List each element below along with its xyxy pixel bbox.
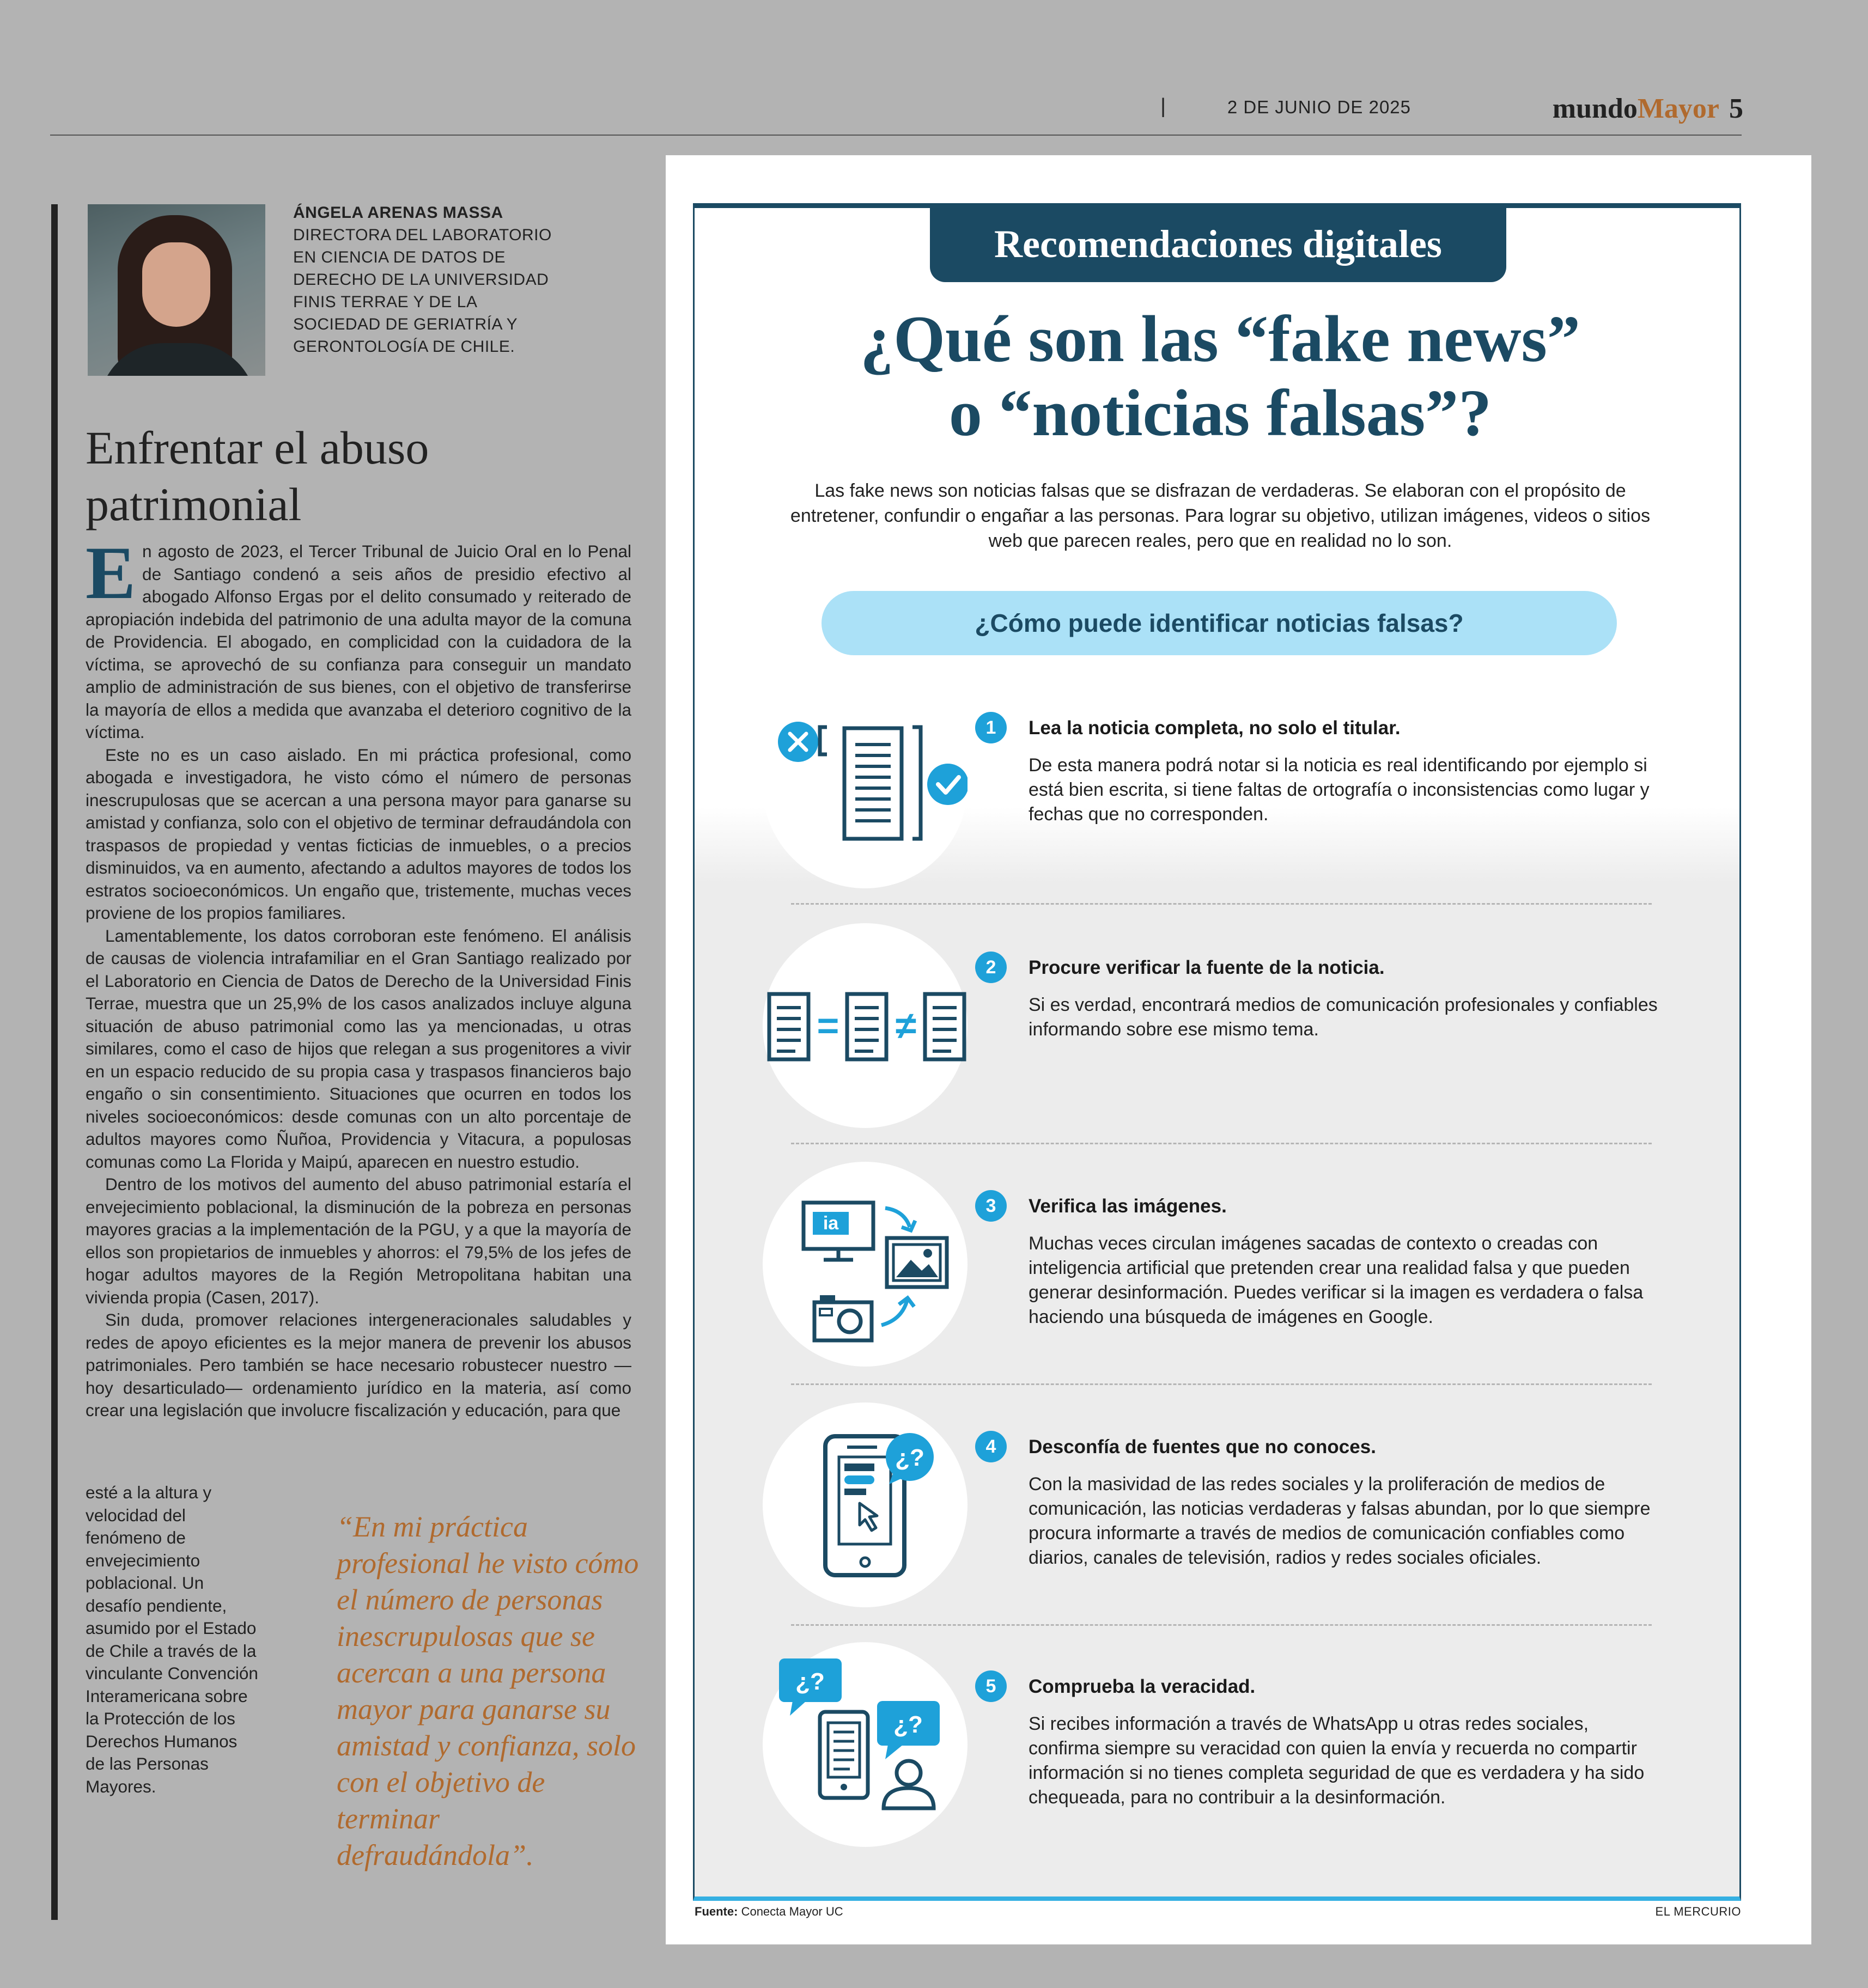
step-icon-circle (763, 684, 968, 888)
title-line: ¿Qué son las “fake news” (860, 302, 1580, 376)
equals-sign: = (817, 1004, 839, 1047)
pull-quote: “En mi práctica profesional he visto cómo el número de personas inescrupulosas que se acercan a una persona mayor para ganarse su amistad y confianza, solo con el objetivo de terminar defraudándola”. (337, 1510, 639, 1871)
author-title-line: GERONTOLOGÍA DE CHILE. (293, 338, 515, 356)
step-number: 5 (975, 1670, 1007, 1702)
title-line: o “noticias falsas”? (948, 376, 1492, 450)
step-title: Verifica las imágenes. (1029, 1196, 1227, 1217)
banner-label: Recomendaciones digitales (994, 222, 1442, 266)
step-divider (791, 1383, 1652, 1385)
question-pill: ¿Cómo puede identificar noticias falsas? (822, 591, 1617, 655)
step-description: De esta manera podrá notar si la noticia es real identificando por ejemplo si está bien escrita, si tiene faltas de ortografía o inconsistencias como lugar y fechas que no corresponden. (1029, 755, 1650, 825)
drop-cap: E (86, 531, 136, 614)
brand-part2: Mayor (1637, 93, 1719, 124)
question-label: ¿? (795, 1668, 825, 1695)
author-title-line: FINIS TERRAE Y DE LA (293, 293, 478, 311)
article-body (86, 531, 631, 1422)
step-divider (791, 1143, 1652, 1144)
step-icon-circle (763, 1162, 968, 1367)
article-paragraph: En agosto de 2023, el Tercer Tribunal de Juicio Oral en lo Penal de Santiago condenó a seis años de presidio efectivo al abogado Alfonso Ergas por el delito consumado y reiterado de apropiación indebida del patrimonio de una adulta mayor de la comuna de Providencia. El abogado, en complicidad con la cuidadora de la víctima, se aprovechó de su confianza para conseguir un mandato amplio de administración de sus bienes, con el objetivo de transferirse la mayoría de ellos a medida que avanzaba el deterioro cognitivo de la víctima. (86, 531, 631, 742)
author-byline (293, 202, 565, 358)
author-title-line: DIRECTORA DEL LABORATORIO (293, 226, 552, 244)
images-ai-icon (763, 1162, 968, 1367)
step-title: Procure verificar la fuente de la noticia. (1029, 957, 1385, 978)
step-divider (791, 903, 1652, 905)
step-5 (763, 1642, 1678, 1849)
brand-part1: mundo (1552, 93, 1638, 124)
column-accent-bar (51, 204, 58, 1920)
article-paragraph: Este no es un caso aislado. En mi práctica profesional, como abogada e investigadora, he visto cómo el número de personas inescrupulosas que se acercan a una persona mayor para ganarse su amistad y confianza, solo con el objetivo de terminar defraudándola con traspasos de propiedad y ventas ficticias de inmuebles, o a precios disminuidos, va en aumento, afectando a adultos mayores de todos los estratos socioeconómicos. Un engaño que, tristemente, muchas veces proviene de los propios familiares. (86, 745, 631, 923)
author-name: ÁNGELA ARENAS MASSA (293, 204, 503, 222)
author-photo (88, 204, 265, 376)
phone-question-icon (763, 1402, 968, 1607)
question-label: ¿? (893, 1711, 923, 1738)
chat-question-icon (763, 1642, 968, 1847)
infographic-banner (930, 203, 1506, 282)
step-1 (763, 684, 1678, 891)
article-paragraph: Lamentablemente, los datos corroboran este fenómeno. El análisis de causas de violencia intrafamiliar en el Gran Santiago realizado por el Laboratorio en Ciencia de Datos de Derecho de la Universidad Finis Terrae, muestra que un 25,9% de los casos analizados incluye alguna situación de abuso patrimonial como las ya mencionadas, u otras similares, como el caso de hijos que relegan a sus progenitores a vivir en un espacio reducido de su propia casa y traspasos financieros bajo engaño o sin consentimiento. Situaciones que ocurren en todos los niveles socioeconómicos: desde comunas con un alto porcentaje de adultos mayores como Ñuñoa, Providencia y Vitacura, a populosas comunas como La Florida y Maipú, aparecen en nuestro estudio. (86, 925, 631, 1172)
step-title: Desconfía de fuentes que no conoces. (1029, 1436, 1376, 1458)
compare-documents-icon (763, 923, 968, 1128)
credit-label: EL MERCURIO (1655, 1905, 1741, 1918)
header-separator: | (1160, 95, 1166, 118)
page-number: 5 (1729, 93, 1743, 124)
source-note (695, 1905, 843, 1919)
source-label: Fuente: (695, 1905, 738, 1918)
step-description: Con la masividad de las redes sociales y la proliferación de medios de comunicación, las noticias verdaderas y falsas abundan, por lo que siempre procura informarte a través de medios de comunicación confiables como diarios, canales de televisión, radios y redes sociales oficiales. (1029, 1474, 1651, 1568)
not-equals-sign: ≠ (895, 1004, 917, 1047)
document-check-icon (763, 684, 968, 888)
step-description: Si recibes información a través de WhatsApp u otras redes sociales, confirma siempre su veracidad con quien la envía y recuerda no compartir información si no tienes completa seguridad de que es verdadera y ha sido chequeada, para no contribuir a la desinformación. (1029, 1713, 1645, 1808)
author-title-line: SOCIEDAD DE GERIATRÍA Y (293, 315, 518, 333)
page-header (0, 93, 1743, 125)
step-number: 2 (975, 952, 1007, 983)
step-description: Si es verdad, encontrará medios de comunicación profesionales y confiables informando sobre ese mismo tema. (1029, 995, 1658, 1040)
brand-logo (1553, 93, 1743, 125)
step-title: Comprueba la veracidad. (1029, 1676, 1256, 1697)
step-number: 3 (975, 1190, 1007, 1222)
infographic-title (763, 302, 1678, 450)
article-paragraph: Dentro de los motivos del aumento del abuso patrimonial estaría el envejecimiento poblacional, la disminución de la pobreza en personas mayores gracias a la implementación de la PGU, y a que la mayoría de ellos son propietarios de inmuebles y ahorros: el 79,5% de los jefes de hogar adultos mayores de la Región Metropolitana habitan una vivienda propia (Casen, 2017). (86, 1174, 631, 1307)
step-title: Lea la noticia completa, no solo el titular. (1029, 717, 1401, 739)
step-icon-circle (763, 1402, 968, 1607)
ai-label: ia (823, 1213, 839, 1234)
step-icon-circle (763, 923, 968, 1128)
header-date: 2 DE JUNIO DE 2025 (1227, 97, 1411, 117)
step-number: 1 (975, 712, 1007, 743)
article-paragraph: Sin duda, promover relaciones intergeneracionales saludables y redes de apoyo eficientes es la mejor manera de prevenir los abusos patrimoniales. Pero también se hace necesario robustecer nuestro —hoy desarticulado— ordenamiento jurídico en la materia, así como crear una legislación que involucre fiscalización y educación, para que (86, 1310, 631, 1420)
header-rule (50, 135, 1742, 136)
step-3 (763, 1162, 1678, 1369)
author-title-line: DERECHO DE LA UNIVERSIDAD (293, 271, 549, 289)
step-2 (763, 923, 1678, 1130)
article-headline: Enfrentar el abuso patrimonial (86, 422, 429, 530)
article-paragraph-end: esté a la altura y velocidad del fenómeno de envejecimiento poblacional. Un desafío pendiente, asumido por el Estado de Chile a través de la vinculante Convención Interamericana sobre la Protección de los Derechos Humanos de las Personas Mayores. (86, 1483, 258, 1796)
step-4 (763, 1402, 1678, 1609)
step-number: 4 (975, 1431, 1007, 1462)
question-label: ¿? (895, 1444, 924, 1471)
step-description: Muchas veces circulan imágenes sacadas de contexto o creadas con inteligencia artificial que pretenden crear una realidad falsa y que pueden generar desinformación. Puedes verificar si la imagen es verdadera o falsa haciendo una búsqueda de imágenes en Google. (1029, 1233, 1644, 1327)
source-value: Conecta Mayor UC (741, 1905, 843, 1918)
step-divider (791, 1624, 1652, 1626)
step-icon-circle (763, 1642, 968, 1847)
infographic-intro: Las fake news son noticias falsas que se disfrazan de verdaderas. Se elaboran con el propósito de entretener, confundir o engañar a las personas. Para lograr su objetivo, utilizan imágenes, videos o sitios web que parecen reales, pero que en realidad no lo son. (790, 480, 1651, 551)
author-title-line: EN CIENCIA DE DATOS DE (293, 248, 506, 266)
